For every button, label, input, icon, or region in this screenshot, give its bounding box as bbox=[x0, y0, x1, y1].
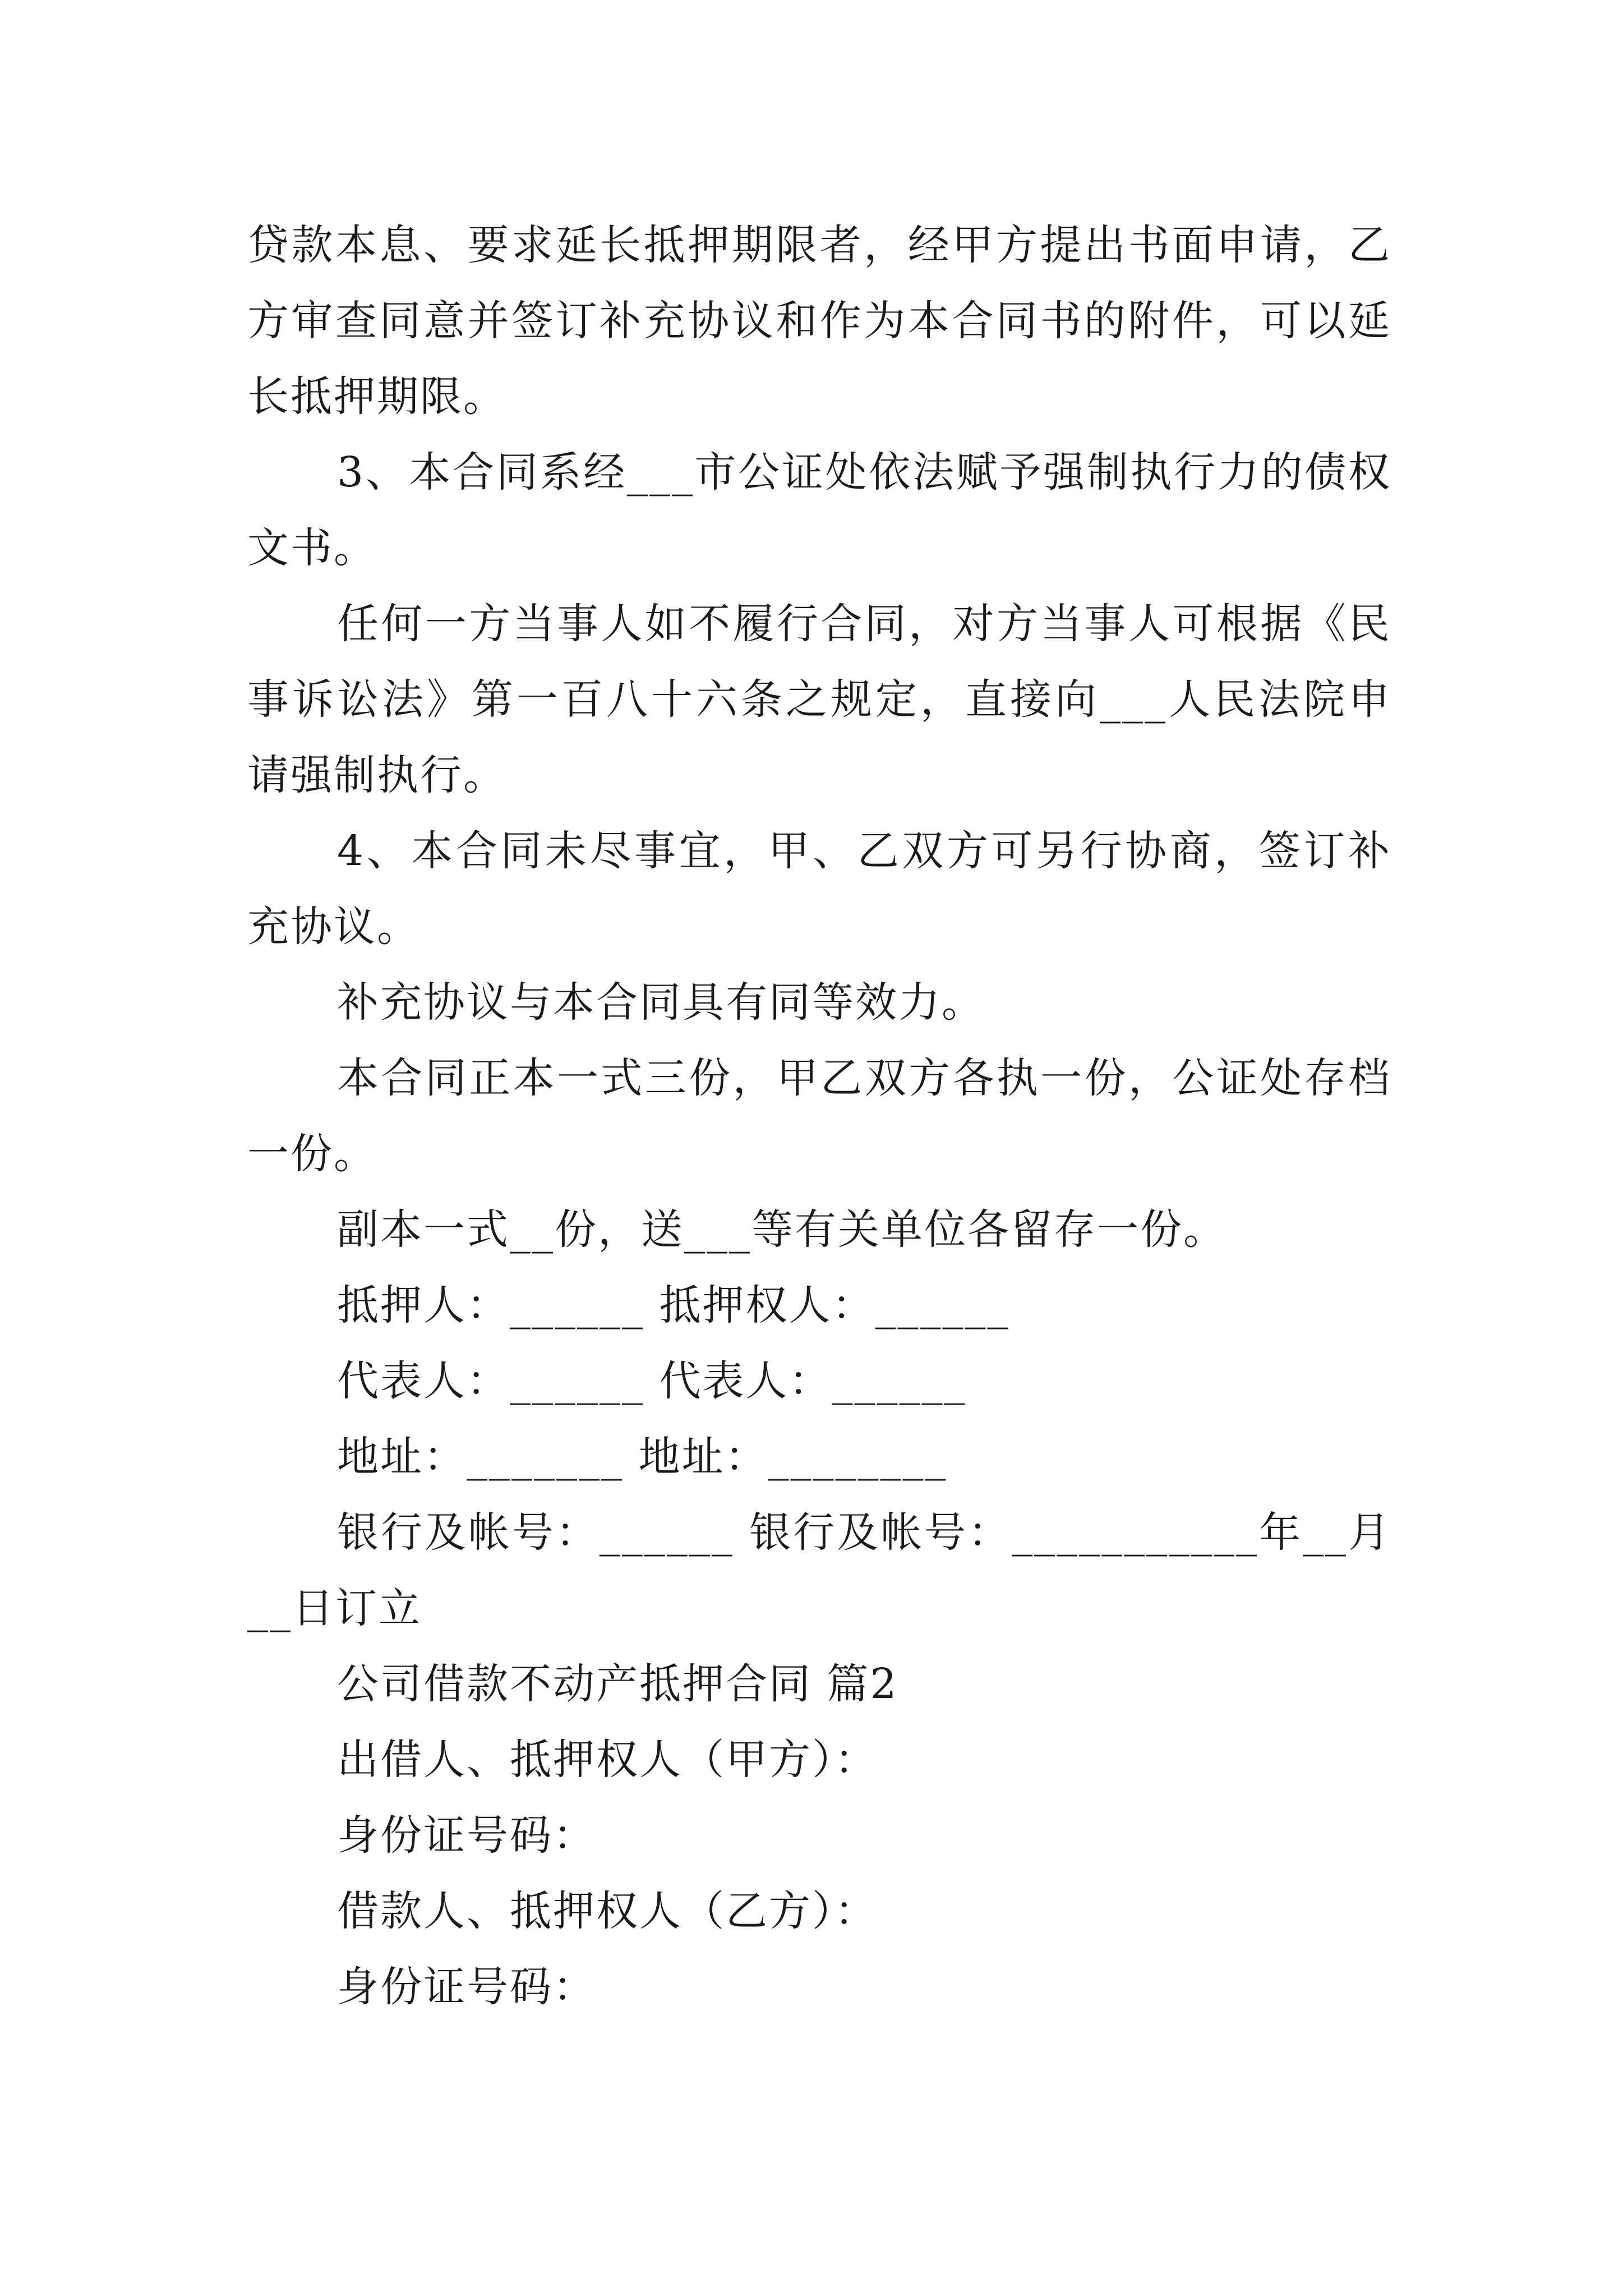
signature-line-representative: 代表人：______ 代表人：______ bbox=[337, 1357, 967, 1405]
paragraph-original-copies: 本合同正本一式三份，甲乙双方各执一份，公证处存档一份。 bbox=[247, 1054, 1391, 1178]
paragraph-clause-3: 3、本合同系经___市公证处依法赋予强制执行力的债权文书。 bbox=[247, 448, 1391, 572]
paragraph-extension-terms: 贷款本息、要求延长抵押期限者，经甲方提出书面申请，乙方审查同意并签订补充协议和作为本合同书的附件，可以延长抵押期限。 bbox=[247, 221, 1391, 421]
party-a-line: 出借人、抵押权人（甲方）： bbox=[337, 1736, 878, 1784]
paragraph-enforcement: 任何一方当事人如不履行合同，对方当事人可根据《民事诉讼法》第一百八十六条之规定，直接向___人民法院申请强制执行。 bbox=[247, 600, 1391, 799]
signature-line-mortgagor: 抵押人：______ 抵押权人：______ bbox=[337, 1281, 1010, 1329]
paragraph-clause-4: 4、本合同未尽事宜，甲、乙双方可另行协商，签订补充协议。 bbox=[247, 827, 1391, 951]
signature-line-address: 地址：_______ 地址：________ bbox=[337, 1433, 948, 1481]
party-b-line: 借款人、抵押权人（乙方）： bbox=[337, 1887, 878, 1935]
party-b-id-line: 身份证号码： bbox=[337, 1963, 596, 2011]
party-a-id-line: 身份证号码： bbox=[337, 1811, 596, 1860]
paragraph-duplicate-copies: 副本一式__份，送___等有关单位各留存一份。 bbox=[337, 1205, 1227, 1254]
section-title-contract-2: 公司借款不动产抵押合同 篇2 bbox=[337, 1660, 898, 1708]
paragraph-supplement-effect: 补充协议与本合同具有同等效力。 bbox=[337, 978, 985, 1027]
signature-line-bank-account: 银行及帐号：______ 银行及帐号：___________年__月__日订立 bbox=[247, 1508, 1391, 1632]
document-body bbox=[247, 208, 1391, 2025]
